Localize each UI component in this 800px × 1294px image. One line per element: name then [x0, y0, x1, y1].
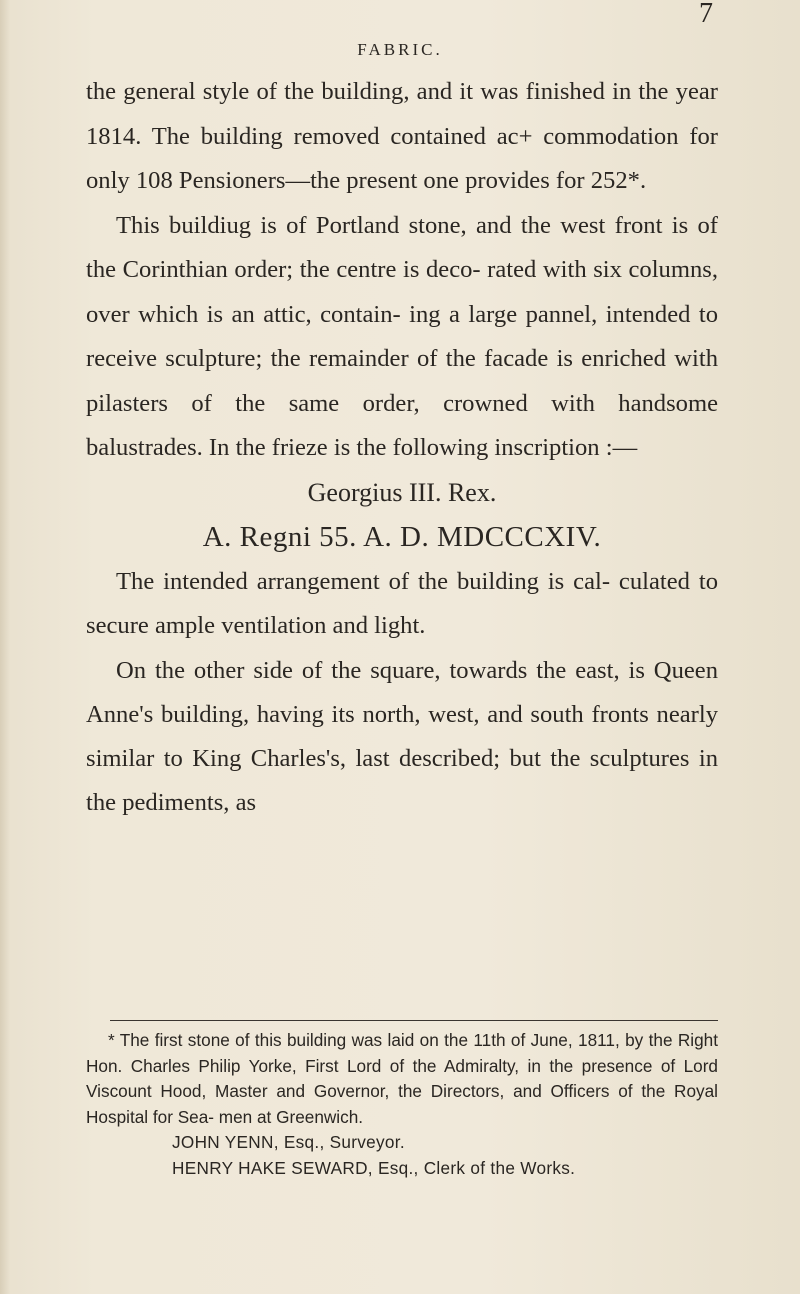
paragraph-continuation: the general style of the building, and it was finished in the year 1814. The building removed contained ac+ commodation for only 108 Pensioners—the present one provides for 252*. — [86, 78, 718, 194]
paragraph-ventilation: The intended arrangement of the building is cal- culated to secure ample ventilation and light. — [86, 567, 718, 639]
page-edge-shadow — [0, 0, 10, 1294]
paragraph-portland-stone: This buildiug is of Portland stone, and the west front is of the Corinthian order; the centre is deco- rated with six columns, over which is an attic, contain- ing a large pannel, intended to receive sculpture; the remainder of the facade is enriched with pilasters of the same order, crowned with handsome balustrades. In the frieze is the following inscription :— — [86, 211, 718, 461]
main-text — [86, 70, 718, 825]
footnote-signatory-clerk: HENRY HAKE SEWARD, Esq., Clerk of the Works. — [172, 1157, 576, 1178]
footnote-text: * The first stone of this building was laid on the 11th of June, 1811, by the Right Hon. Charles Philip Yorke, First Lord of the Admiralty, in the presence of Lord Viscount Hood, Master and Governor, the Directors, and Officers of the Royal Hospital for Sea- men at Greenwich. — [86, 1030, 718, 1127]
footnote-divider — [110, 1020, 718, 1021]
inscription-line-2: A. Regni 55. A. D. MDCCCXIV. — [202, 521, 602, 553]
footnote-signatory-surveyor: JOHN YENN, Esq., Surveyor. — [172, 1132, 405, 1152]
paragraph-queen-anne: On the other side of the square, towards the east, is Queen Anne's building, having its north, west, and south fronts nearly similar to King Charles's, last described; but the sculptures in the pediments, as — [86, 656, 718, 816]
running-head: FABRIC. — [357, 40, 443, 59]
inscription-line-1: Georgius III. Rex. — [307, 477, 497, 507]
footnote — [86, 1028, 718, 1181]
page-number: 7 — [699, 0, 713, 29]
